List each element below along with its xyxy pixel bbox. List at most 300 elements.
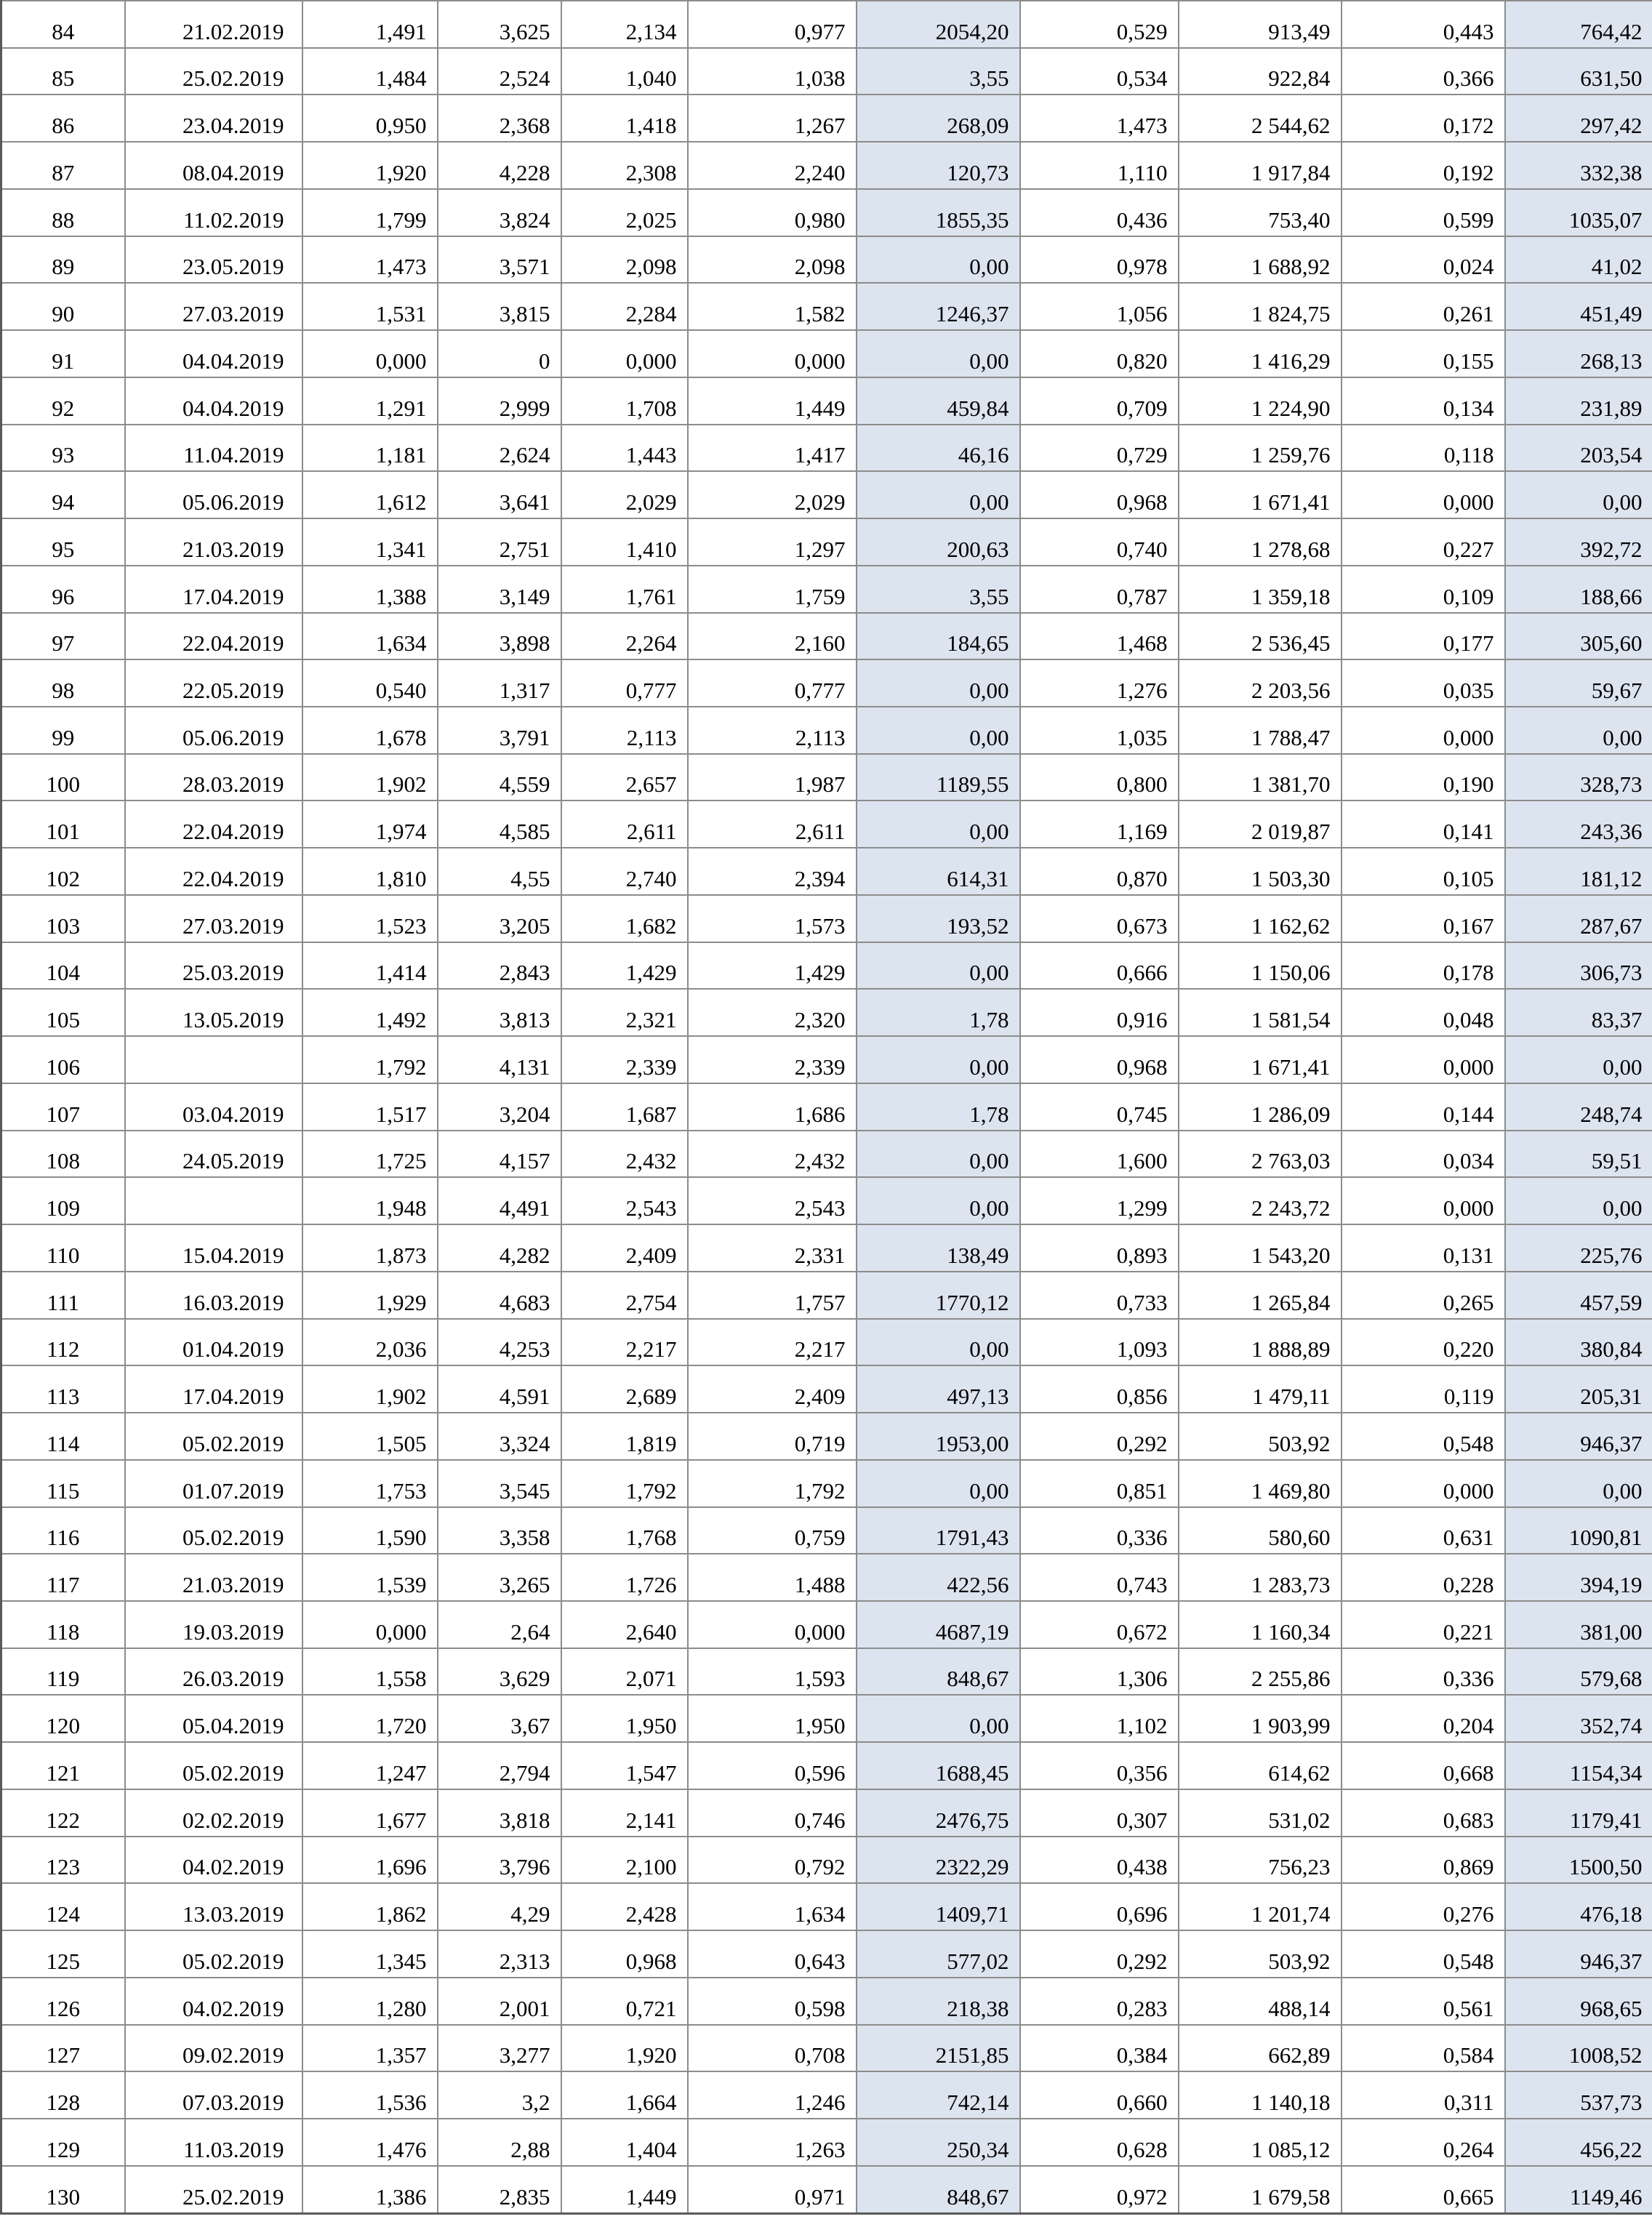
highlighted-amount-cell-1: 0,00 [857,1460,1020,1507]
value-cell-4: 0,719 [688,1413,857,1460]
amount-cell: 2 536,45 [1179,613,1342,660]
value-cell-2: 2,835 [438,2166,561,2214]
date-cell: 13.05.2019 [125,989,302,1036]
value-cell-1: 1,386 [302,2166,438,2214]
value-cell-3: 1,547 [561,1742,688,1789]
value-cell-1: 0,540 [302,659,438,707]
row-number-cell: 87 [1,142,125,189]
value-cell-1: 1,974 [302,800,438,848]
table-row [1,1224,1652,1272]
value-cell-4: 2,098 [688,236,857,284]
amount-cell: 2 763,03 [1179,1131,1342,1178]
row-number-cell: 89 [1,236,125,284]
highlighted-amount-cell-1: 120,73 [857,142,1020,189]
table-row [1,800,1652,848]
amount-cell: 2 544,62 [1179,95,1342,142]
value-cell-1: 1,414 [302,942,438,990]
row-number-cell: 93 [1,425,125,472]
value-cell-5: 0,534 [1020,48,1179,95]
value-cell-4: 0,777 [688,659,857,707]
value-cell-3: 1,429 [561,942,688,990]
value-cell-5: 0,529 [1020,1,1179,48]
value-cell-3: 2,217 [561,1319,688,1366]
highlighted-amount-cell-2: 1035,07 [1505,189,1652,236]
row-number-cell: 96 [1,566,125,613]
highlighted-amount-cell-2: 248,74 [1505,1083,1652,1131]
value-cell-1: 1,948 [302,1177,438,1224]
value-cell-2: 2,624 [438,425,561,472]
value-cell-1: 1,523 [302,895,438,942]
highlighted-amount-cell-2: 631,50 [1505,48,1652,95]
table-row [1,425,1652,472]
highlighted-amount-cell-1: 614,31 [857,848,1020,895]
row-number-cell: 123 [1,1837,125,1884]
value-cell-5: 0,968 [1020,471,1179,518]
value-cell-2: 3,545 [438,1460,561,1507]
value-cell-1: 1,810 [302,848,438,895]
highlighted-amount-cell-2: 332,38 [1505,142,1652,189]
value-cell-4: 1,987 [688,754,857,801]
highlighted-amount-cell-2: 1500,50 [1505,1837,1652,1884]
value-cell-4: 0,980 [688,189,857,236]
date-cell: 24.05.2019 [125,1131,302,1178]
value-cell-3: 2,428 [561,1883,688,1930]
value-cell-1: 1,484 [302,48,438,95]
value-cell-3: 1,682 [561,895,688,942]
value-cell-3: 0,968 [561,1930,688,1978]
value-cell-3: 0,721 [561,1978,688,2025]
amount-cell: 1 162,62 [1179,895,1342,942]
highlighted-amount-cell-1: 0,00 [857,942,1020,990]
table-row [1,566,1652,613]
value-cell-3: 2,754 [561,1272,688,1319]
highlighted-amount-cell-2: 59,51 [1505,1131,1652,1178]
table-row [1,1413,1652,1460]
value-cell-6: 0,048 [1342,989,1505,1036]
highlighted-amount-cell-2: 0,00 [1505,1460,1652,1507]
table-row [1,1083,1652,1131]
value-cell-1: 1,539 [302,1554,438,1601]
value-cell-3: 1,950 [561,1695,688,1742]
date-cell: 19.03.2019 [125,1601,302,1648]
date-cell: 15.04.2019 [125,1224,302,1272]
value-cell-1: 1,902 [302,754,438,801]
value-cell-4: 1,267 [688,95,857,142]
date-cell: 11.04.2019 [125,425,302,472]
row-number-cell: 98 [1,659,125,707]
highlighted-amount-cell-1: 497,13 [857,1365,1020,1413]
row-number-cell: 112 [1,1319,125,1366]
amount-cell: 1 688,92 [1179,236,1342,284]
value-cell-2: 4,282 [438,1224,561,1272]
highlighted-amount-cell-1: 1953,00 [857,1413,1020,1460]
highlighted-amount-cell-1: 0,00 [857,236,1020,284]
value-cell-1: 1,792 [302,1036,438,1083]
amount-cell: 1 265,84 [1179,1272,1342,1319]
value-cell-1: 0,950 [302,95,438,142]
value-cell-2: 3,358 [438,1507,561,1554]
table-row [1,659,1652,707]
value-cell-3: 2,640 [561,1601,688,1648]
date-cell: 05.02.2019 [125,1930,302,1978]
amount-cell: 531,02 [1179,1789,1342,1837]
highlighted-amount-cell-2: 306,73 [1505,942,1652,990]
value-cell-4: 1,759 [688,566,857,613]
highlighted-amount-cell-2: 1090,81 [1505,1507,1652,1554]
value-cell-3: 1,449 [561,2166,688,2214]
table-row [1,2166,1652,2214]
highlighted-amount-cell-1: 742,14 [857,2071,1020,2119]
row-number-cell: 94 [1,471,125,518]
date-cell: 23.04.2019 [125,95,302,142]
value-cell-2: 2,843 [438,942,561,990]
highlighted-amount-cell-2: 181,12 [1505,848,1652,895]
value-cell-3: 2,071 [561,1648,688,1696]
value-cell-6: 0,665 [1342,2166,1505,2214]
table-row [1,1,1652,48]
table-row [1,518,1652,566]
value-cell-6: 0,548 [1342,1930,1505,1978]
row-number-cell: 117 [1,1554,125,1601]
value-cell-4: 1,417 [688,425,857,472]
value-cell-5: 1,299 [1020,1177,1179,1224]
value-cell-1: 1,862 [302,1883,438,1930]
value-cell-2: 1,317 [438,659,561,707]
row-number-cell: 119 [1,1648,125,1696]
highlighted-amount-cell-2: 946,37 [1505,1413,1652,1460]
table-row [1,330,1652,377]
value-cell-6: 0,192 [1342,142,1505,189]
value-cell-5: 0,916 [1020,989,1179,1036]
value-cell-5: 0,384 [1020,2025,1179,2072]
value-cell-6: 0,144 [1342,1083,1505,1131]
value-cell-4: 0,596 [688,1742,857,1789]
value-cell-2: 4,29 [438,1883,561,1930]
value-cell-4: 1,792 [688,1460,857,1507]
row-number-cell: 122 [1,1789,125,1837]
highlighted-amount-cell-1: 3,55 [857,48,1020,95]
amount-cell: 1 671,41 [1179,471,1342,518]
highlighted-amount-cell-2: 328,73 [1505,754,1652,801]
amount-cell: 1 903,99 [1179,1695,1342,1742]
value-cell-3: 1,920 [561,2025,688,2072]
value-cell-4: 1,429 [688,942,857,990]
value-cell-5: 0,673 [1020,895,1179,942]
table-row [1,189,1652,236]
value-cell-6: 0,221 [1342,1601,1505,1648]
highlighted-amount-cell-1: 0,00 [857,800,1020,848]
highlighted-amount-cell-2: 287,67 [1505,895,1652,942]
table-row [1,1789,1652,1837]
date-cell: 21.02.2019 [125,1,302,48]
table-row [1,1036,1652,1083]
row-number-cell: 118 [1,1601,125,1648]
value-cell-6: 0,336 [1342,1648,1505,1696]
row-number-cell: 101 [1,800,125,848]
value-cell-4: 2,409 [688,1365,857,1413]
value-cell-1: 1,473 [302,236,438,284]
table-row [1,895,1652,942]
value-cell-6: 0,204 [1342,1695,1505,1742]
value-cell-5: 1,035 [1020,707,1179,754]
highlighted-amount-cell-2: 205,31 [1505,1365,1652,1413]
value-cell-3: 2,409 [561,1224,688,1272]
value-cell-2: 2,999 [438,377,561,425]
highlighted-amount-cell-2: 579,68 [1505,1648,1652,1696]
date-cell: 11.03.2019 [125,2119,302,2166]
value-cell-6: 0,000 [1342,471,1505,518]
value-cell-6: 0,190 [1342,754,1505,801]
value-cell-6: 0,109 [1342,566,1505,613]
highlighted-amount-cell-1: 0,00 [857,659,1020,707]
value-cell-2: 0 [438,330,561,377]
value-cell-5: 0,729 [1020,425,1179,472]
value-cell-2: 3,571 [438,236,561,284]
value-cell-6: 0,683 [1342,1789,1505,1837]
value-cell-4: 2,394 [688,848,857,895]
date-cell: 17.04.2019 [125,1365,302,1413]
value-cell-4: 0,708 [688,2025,857,2072]
table-row [1,1131,1652,1178]
value-cell-4: 1,950 [688,1695,857,1742]
value-cell-1: 1,476 [302,2119,438,2166]
amount-cell: 753,40 [1179,189,1342,236]
value-cell-3: 1,726 [561,1554,688,1601]
row-number-cell: 85 [1,48,125,95]
value-cell-6: 0,119 [1342,1365,1505,1413]
highlighted-amount-cell-1: 2054,20 [857,1,1020,48]
value-cell-2: 4,253 [438,1319,561,1366]
date-cell: 21.03.2019 [125,518,302,566]
date-cell: 01.04.2019 [125,1319,302,1366]
highlighted-amount-cell-2: 457,59 [1505,1272,1652,1319]
highlighted-amount-cell-1: 2322,29 [857,1837,1020,1884]
value-cell-4: 2,432 [688,1131,857,1178]
date-cell: 27.03.2019 [125,895,302,942]
value-cell-5: 0,436 [1020,189,1179,236]
value-cell-6: 0,366 [1342,48,1505,95]
value-cell-1: 0,000 [302,330,438,377]
table-row [1,754,1652,801]
table-row [1,1460,1652,1507]
highlighted-amount-cell-1: 0,00 [857,330,1020,377]
date-cell: 13.03.2019 [125,1883,302,1930]
value-cell-2: 3,815 [438,283,561,330]
row-number-cell: 116 [1,1507,125,1554]
value-cell-1: 1,181 [302,425,438,472]
value-cell-2: 3,641 [438,471,561,518]
value-cell-2: 2,751 [438,518,561,566]
value-cell-2: 3,898 [438,613,561,660]
date-cell: 25.03.2019 [125,942,302,990]
amount-cell: 1 150,06 [1179,942,1342,990]
value-cell-3: 2,134 [561,1,688,48]
value-cell-4: 0,746 [688,1789,857,1837]
value-cell-1: 1,357 [302,2025,438,2072]
value-cell-1: 1,388 [302,566,438,613]
highlighted-amount-cell-2: 41,02 [1505,236,1652,284]
value-cell-6: 0,155 [1342,330,1505,377]
amount-cell: 1 286,09 [1179,1083,1342,1131]
highlighted-amount-cell-1: 0,00 [857,707,1020,754]
highlighted-amount-cell-1: 1770,12 [857,1272,1020,1319]
highlighted-amount-cell-1: 0,00 [857,1036,1020,1083]
value-cell-2: 3,796 [438,1837,561,1884]
highlighted-amount-cell-1: 1246,37 [857,283,1020,330]
value-cell-6: 0,024 [1342,236,1505,284]
amount-cell: 503,92 [1179,1930,1342,1978]
value-cell-4: 2,029 [688,471,857,518]
table-row [1,1695,1652,1742]
table-row [1,942,1652,990]
table-row [1,1365,1652,1413]
date-cell: 02.02.2019 [125,1789,302,1837]
date-cell: 17.04.2019 [125,566,302,613]
highlighted-amount-cell-1: 1855,35 [857,189,1020,236]
amount-cell: 1 503,30 [1179,848,1342,895]
value-cell-5: 0,733 [1020,1272,1179,1319]
table-row [1,1648,1652,1696]
value-cell-4: 1,038 [688,48,857,95]
amount-cell: 1 416,29 [1179,330,1342,377]
date-cell [125,1036,302,1083]
amount-cell: 1 479,11 [1179,1365,1342,1413]
highlighted-amount-cell-2: 451,49 [1505,283,1652,330]
value-cell-1: 1,678 [302,707,438,754]
table-row [1,1319,1652,1366]
value-cell-5: 0,696 [1020,1883,1179,1930]
highlighted-amount-cell-1: 2476,75 [857,1789,1020,1837]
highlighted-amount-cell-1: 184,65 [857,613,1020,660]
value-cell-6: 0,167 [1342,895,1505,942]
row-number-cell: 95 [1,518,125,566]
value-cell-3: 2,657 [561,754,688,801]
value-cell-6: 0,264 [1342,2119,1505,2166]
highlighted-amount-cell-1: 46,16 [857,425,1020,472]
value-cell-6: 0,178 [1342,942,1505,990]
table-row [1,1507,1652,1554]
highlighted-amount-cell-2: 380,84 [1505,1319,1652,1366]
date-cell: 21.03.2019 [125,1554,302,1601]
value-cell-3: 1,664 [561,2071,688,2119]
highlighted-amount-cell-1: 2151,85 [857,2025,1020,2072]
amount-cell: 756,23 [1179,1837,1342,1884]
date-cell: 22.04.2019 [125,800,302,848]
value-cell-3: 1,687 [561,1083,688,1131]
value-cell-2: 4,585 [438,800,561,848]
value-cell-1: 1,902 [302,1365,438,1413]
highlighted-amount-cell-1: 268,09 [857,95,1020,142]
amount-cell: 1 283,73 [1179,1554,1342,1601]
date-cell: 05.06.2019 [125,707,302,754]
amount-cell: 1 278,68 [1179,518,1342,566]
value-cell-6: 0,177 [1342,613,1505,660]
highlighted-amount-cell-2: 381,00 [1505,1601,1652,1648]
value-cell-1: 1,753 [302,1460,438,1507]
row-number-cell: 115 [1,1460,125,1507]
highlighted-amount-cell-2: 1154,34 [1505,1742,1652,1789]
value-cell-2: 2,794 [438,1742,561,1789]
highlighted-amount-cell-2: 203,54 [1505,425,1652,472]
highlighted-amount-cell-1: 0,00 [857,1319,1020,1366]
value-cell-2: 3,149 [438,566,561,613]
amount-cell: 1 085,12 [1179,2119,1342,2166]
value-cell-2: 2,524 [438,48,561,95]
value-cell-2: 3,791 [438,707,561,754]
table-row [1,283,1652,330]
value-cell-1: 1,492 [302,989,438,1036]
row-number-cell: 113 [1,1365,125,1413]
value-cell-2: 3,324 [438,1413,561,1460]
highlighted-amount-cell-2: 764,42 [1505,1,1652,48]
highlighted-amount-cell-1: 4687,19 [857,1601,1020,1648]
amount-cell: 922,84 [1179,48,1342,95]
amount-cell: 1 671,41 [1179,1036,1342,1083]
value-cell-2: 2,313 [438,1930,561,1978]
value-cell-2: 4,559 [438,754,561,801]
row-number-cell: 110 [1,1224,125,1272]
row-number-cell: 106 [1,1036,125,1083]
value-cell-3: 2,029 [561,471,688,518]
row-number-cell: 111 [1,1272,125,1319]
date-cell: 22.05.2019 [125,659,302,707]
value-cell-3: 1,040 [561,48,688,95]
date-cell: 11.02.2019 [125,189,302,236]
row-number-cell: 114 [1,1413,125,1460]
value-cell-1: 2,036 [302,1319,438,1366]
value-cell-1: 0,000 [302,1601,438,1648]
value-cell-5: 0,292 [1020,1413,1179,1460]
value-cell-5: 1,600 [1020,1131,1179,1178]
value-cell-2: 2,88 [438,2119,561,2166]
value-cell-6: 0,599 [1342,189,1505,236]
value-cell-5: 0,743 [1020,1554,1179,1601]
value-cell-2: 3,813 [438,989,561,1036]
table-row [1,1554,1652,1601]
amount-cell: 1 224,90 [1179,377,1342,425]
row-number-cell: 108 [1,1131,125,1178]
value-cell-2: 4,131 [438,1036,561,1083]
highlighted-amount-cell-2: 225,76 [1505,1224,1652,1272]
value-cell-2: 3,205 [438,895,561,942]
value-cell-5: 0,283 [1020,1978,1179,2025]
value-cell-3: 1,443 [561,425,688,472]
value-cell-3: 2,113 [561,707,688,754]
value-cell-2: 3,824 [438,189,561,236]
table-row [1,377,1652,425]
value-cell-3: 2,284 [561,283,688,330]
table-row [1,48,1652,95]
row-number-cell: 120 [1,1695,125,1742]
row-number-cell: 129 [1,2119,125,2166]
row-number-cell: 121 [1,1742,125,1789]
value-cell-3: 1,768 [561,1507,688,1554]
highlighted-amount-cell-2: 1008,52 [1505,2025,1652,2072]
date-cell: 05.02.2019 [125,1742,302,1789]
highlighted-amount-cell-1: 1688,45 [857,1742,1020,1789]
value-cell-3: 2,543 [561,1177,688,1224]
amount-cell: 1 824,75 [1179,283,1342,330]
value-cell-2: 3,818 [438,1789,561,1837]
value-cell-4: 2,611 [688,800,857,848]
value-cell-2: 2,001 [438,1978,561,2025]
value-cell-6: 0,548 [1342,1413,1505,1460]
table-row [1,142,1652,189]
date-cell: 09.02.2019 [125,2025,302,2072]
value-cell-1: 1,345 [302,1930,438,1978]
date-cell: 08.04.2019 [125,142,302,189]
value-cell-2: 3,204 [438,1083,561,1131]
